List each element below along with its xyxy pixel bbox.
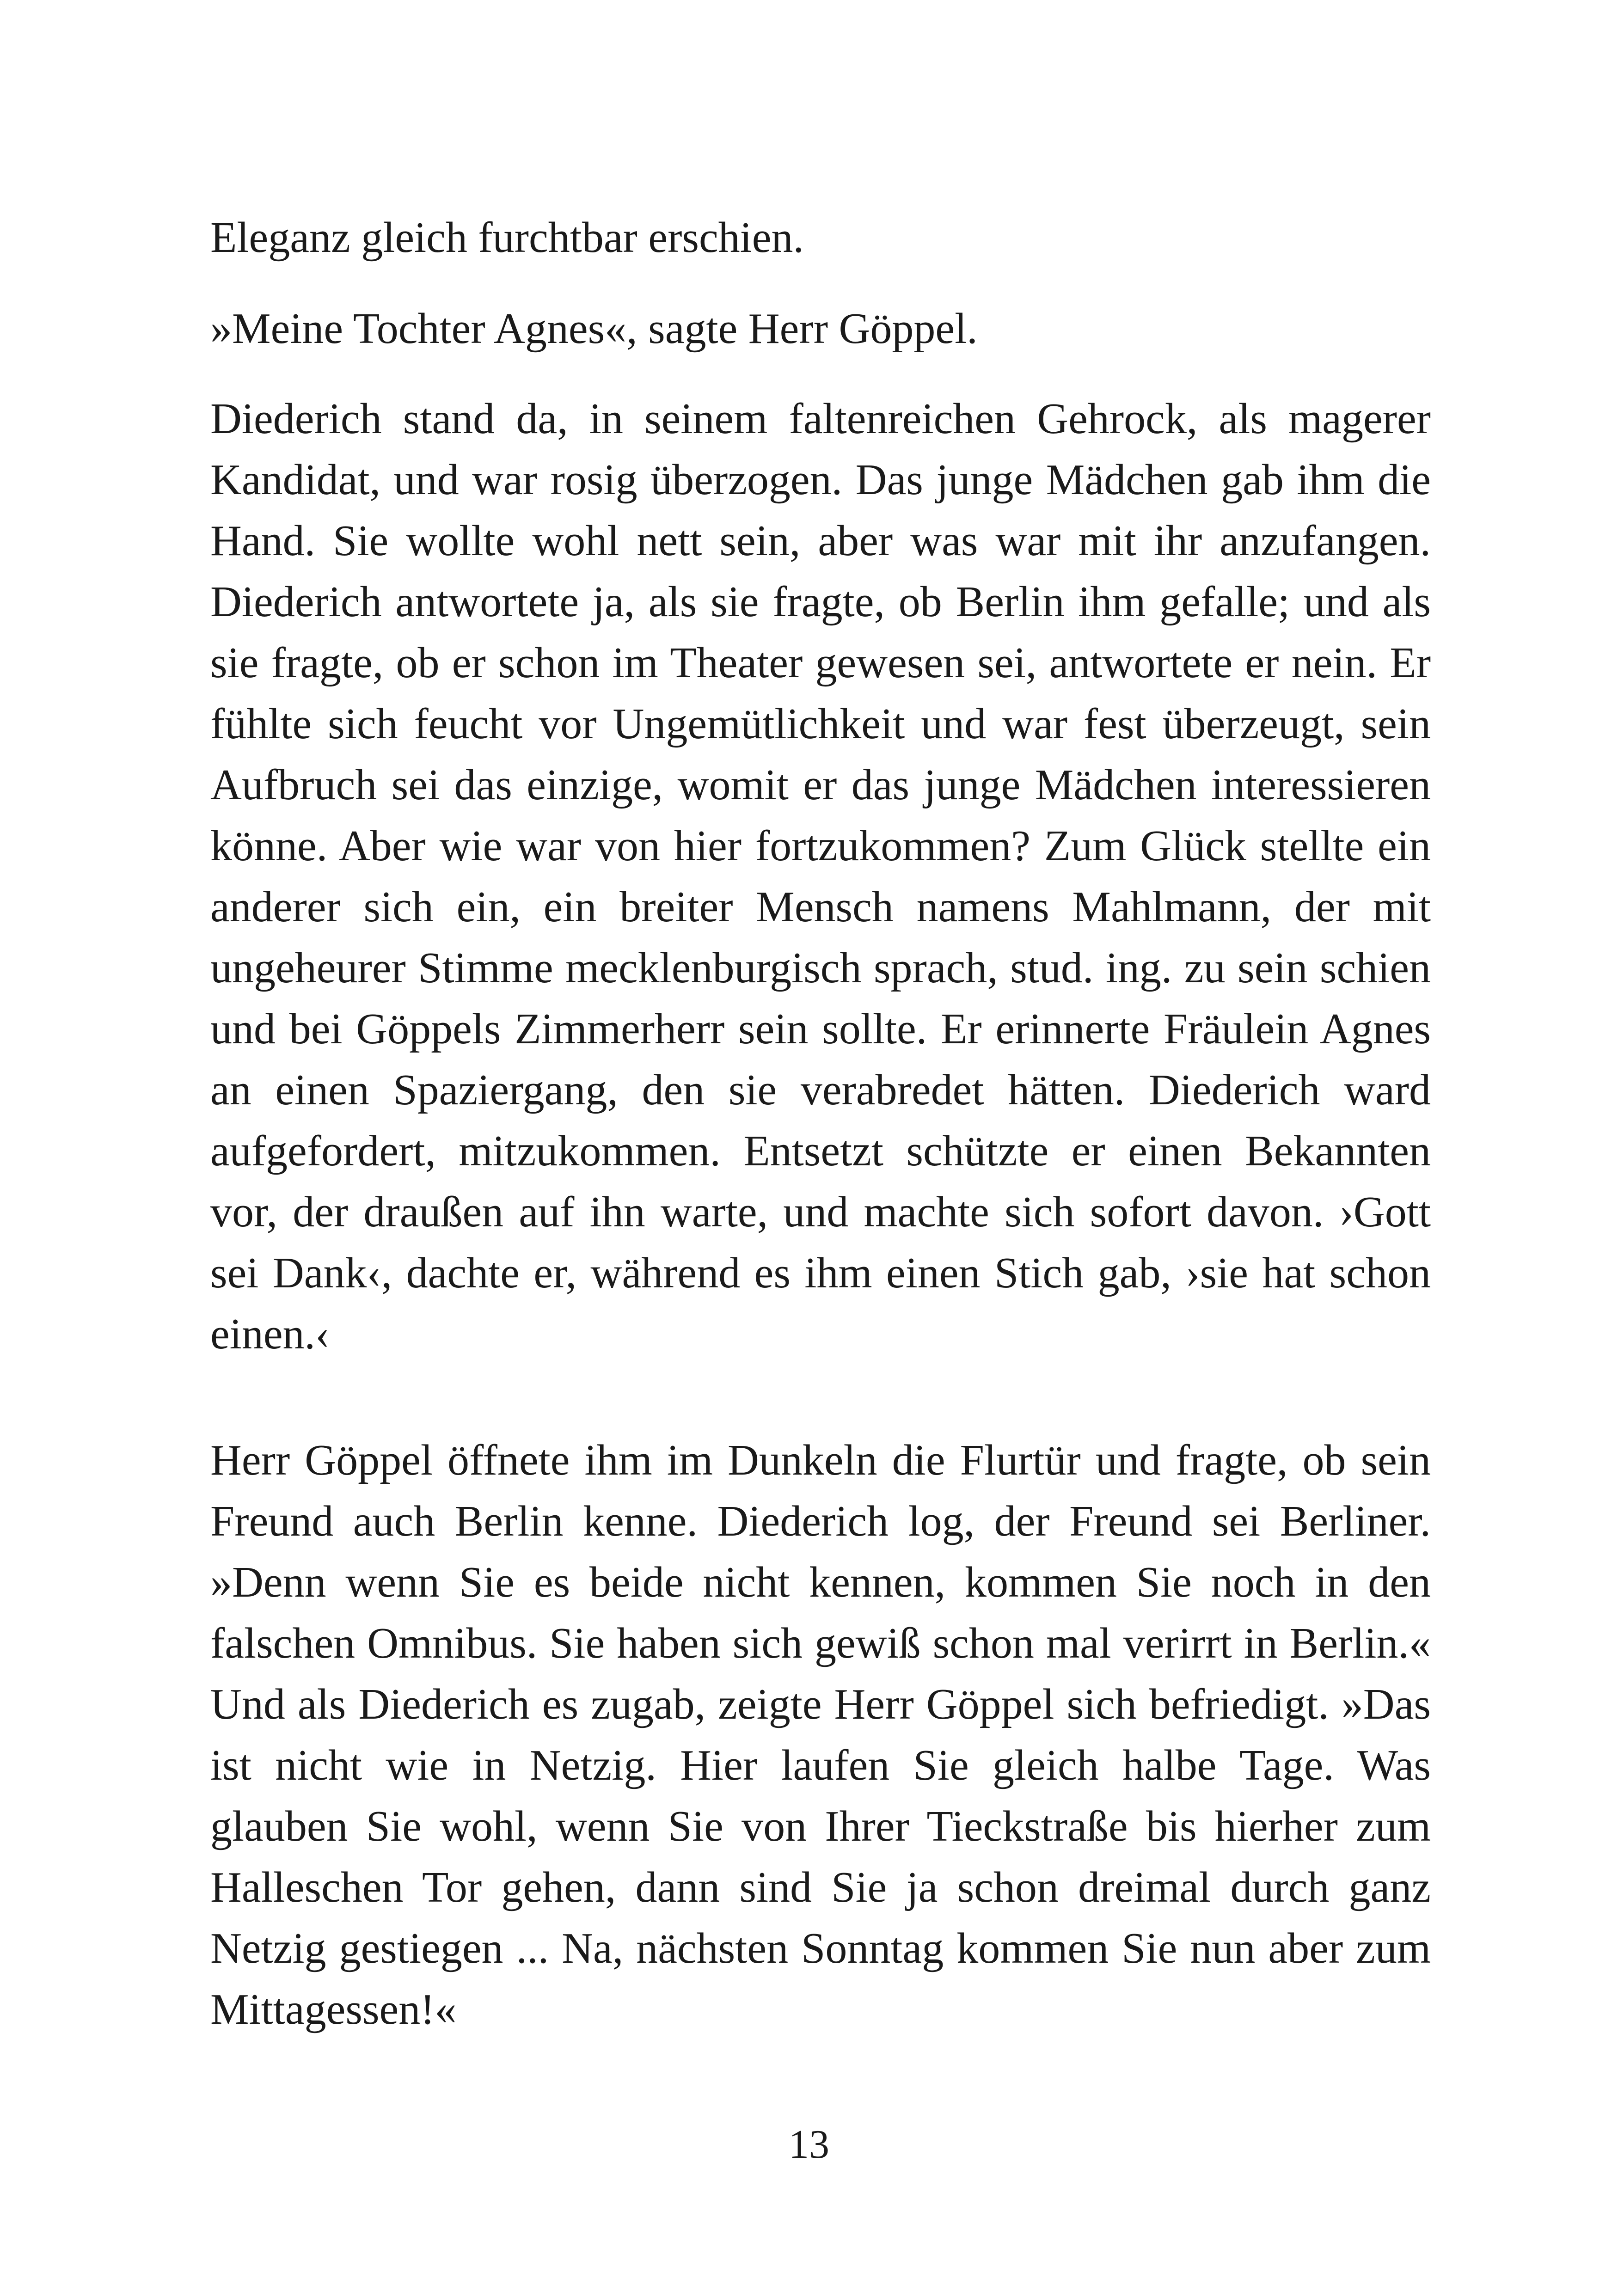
- paragraph-tochter-agnes: »Meine Tochter Agnes«, sagte Herr Göppel.: [210, 305, 978, 353]
- paragraph-diederich: Diederich stand da, in seinem faltenreichen Gehrock, als magerer Kandidat, und war rosig überzogen. Das junge Mädchen gab ihm die Hand. Sie wollte wohl nett sein, aber was war mit ihr anzufangen. Diederich antwortete ja, als sie fragte, ob Berlin ihm gefalle; und als sie fragte, ob er schon im Theater gewesen sei, antwortete er nein. Er fühlte sich feucht vor Ungemütlichkeit und war fest überzeugt, sein Aufbruch sei das einzige, womit er das junge Mädchen interessieren könne. Aber wie war von hier fortzukommen? Zum Glück stellte ein anderer sich ein, ein breiter Mensch namens Mahlmann, der mit ungeheurer Stimme mecklenburgisch sprach, stud. ing. zu sein schien und bei Göppels Zimmerherr sein sollte. Er erinnerte Fräulein Agnes an einen Spaziergang, den sie verabredet hätten. Diederich ward aufgefordert, mitzukommen. Entsetzt schützte er einen Bekannten vor, der draußen auf ihn warte, und machte sich sofort davon. ›Gott sei Dank‹, dachte er, während es ihm einen Stich gab, ›sie hat schon einen.‹: [210, 395, 1431, 1358]
- page-number: 13: [789, 2122, 829, 2167]
- paragraph-eleganz: Eleganz gleich furchtbar erschien.: [210, 214, 804, 262]
- paragraph-herr-goeppel: Herr Göppel öffnete ihm im Dunkeln die Flurtür und fragte, ob sein Freund auch Berlin kenne. Diederich log, der Freund sei Berliner. »Denn wenn Sie es beide nicht kennen, kommen Sie noch in den falschen Omnibus. Sie haben sich gewiß schon mal verirrt in Berlin.« Und als Diederich es zugab, zeigte Herr Göppel sich befriedigt. »Das ist nicht wie in Netzig. Hier laufen Sie gleich halbe Tage. Was glauben Sie wohl, wenn Sie von Ihrer Tieckstraße bis hierher zum Halleschen Tor gehen, dann sind Sie ja schon dreimal durch ganz Netzig gestiegen ... Na, nächsten Sonntag kommen Sie nun aber zum Mittagessen!«: [210, 1436, 1431, 2033]
